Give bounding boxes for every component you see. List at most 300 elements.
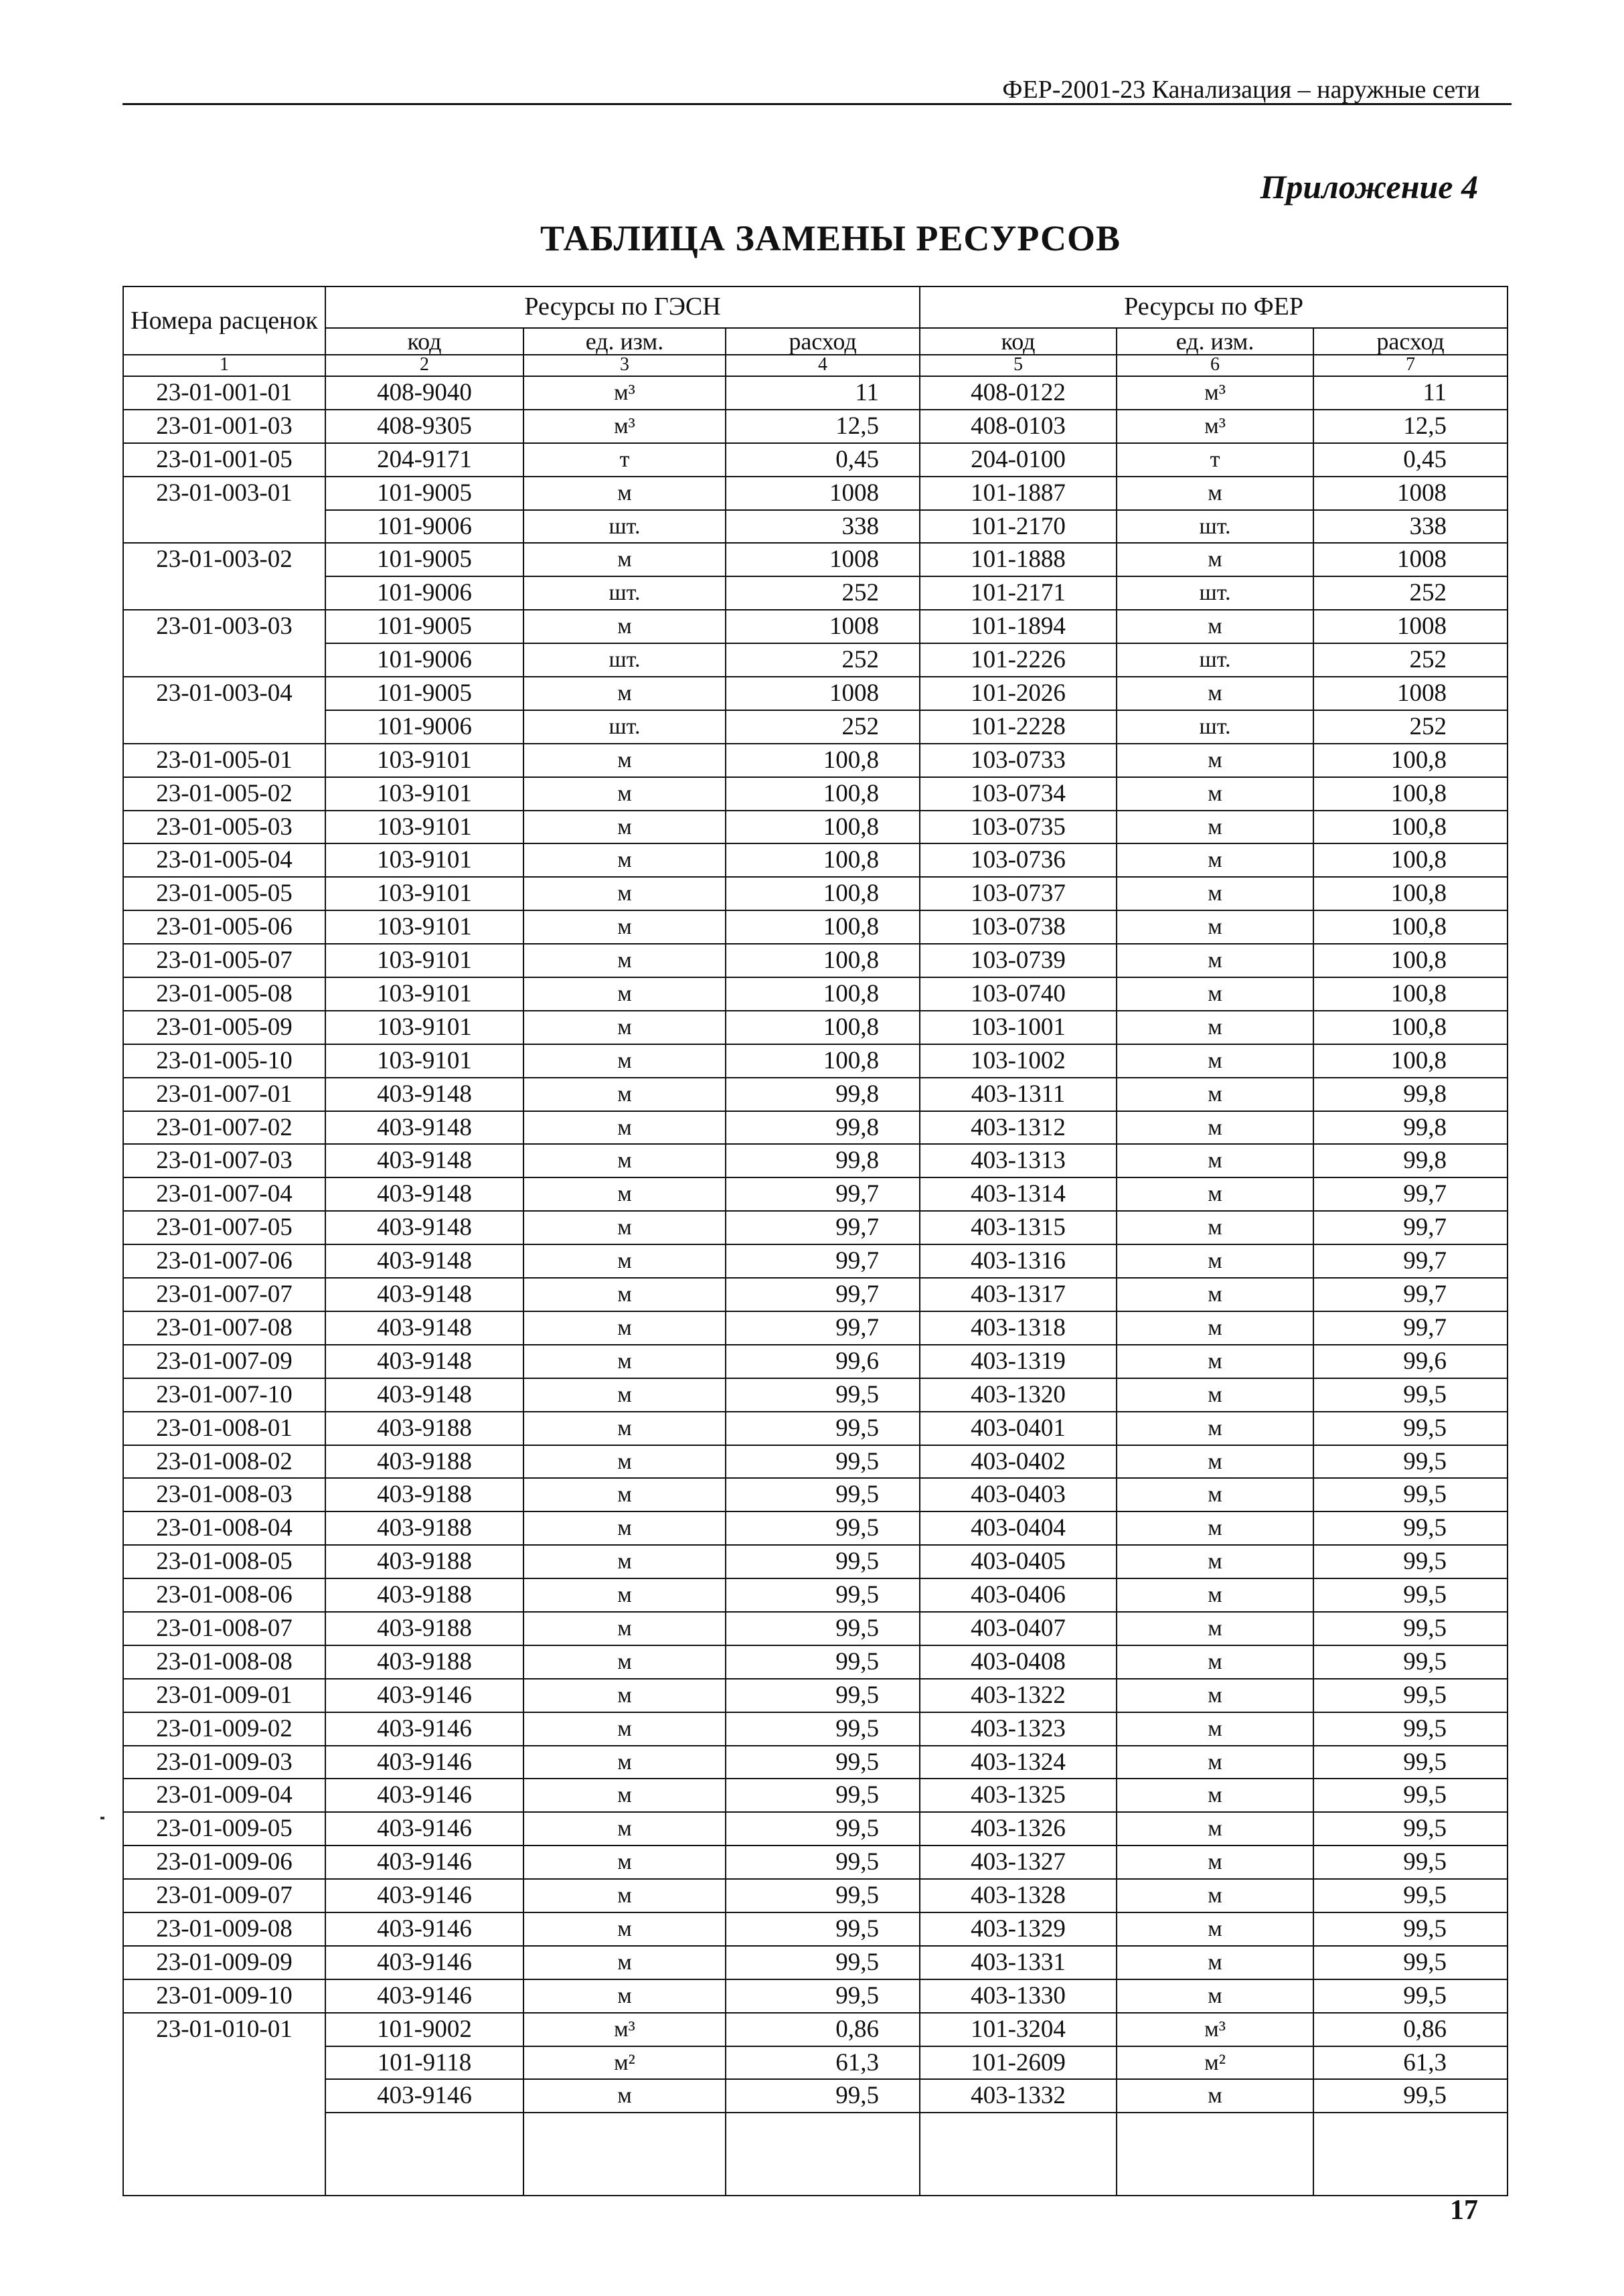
fer-unit: м: [1117, 1278, 1313, 1311]
fer-code: 408-0122: [920, 376, 1117, 410]
gesn-code: 103-9101: [325, 811, 523, 844]
fer-amount: 1008: [1313, 677, 1508, 710]
fer-amount: 99,5: [1313, 1712, 1508, 1746]
table-row: [123, 1712, 1508, 1746]
table-row: [123, 543, 1508, 576]
gesn-amount: 99,6: [726, 1345, 920, 1378]
fer-code: 103-0734: [920, 777, 1117, 811]
gesn-code: 101-9002: [325, 2013, 523, 2046]
table-row: [123, 1746, 1508, 1779]
table-row: [123, 1812, 1508, 1846]
gesn-unit: м: [523, 1345, 726, 1378]
gesn-amount: 100,8: [726, 910, 920, 944]
header-rule: [123, 103, 1512, 105]
fer-amount: 99,5: [1313, 1545, 1508, 1578]
fer-amount: 100,8: [1313, 977, 1508, 1011]
table-row: [123, 1078, 1508, 1111]
table-row: [123, 610, 1508, 643]
fer-amount: 99,5: [1313, 1946, 1508, 1979]
gesn-amount: 99,7: [726, 1177, 920, 1211]
gesn-code: 403-9146: [325, 1712, 523, 1746]
gesn-amount: 100,8: [726, 1011, 920, 1044]
gesn-unit: м: [523, 1278, 726, 1311]
fer-unit: м: [1117, 1545, 1313, 1578]
rate-number: 23-01-005-04: [123, 843, 325, 877]
gesn-code: 101-9005: [325, 610, 523, 643]
fer-unit: м: [1117, 1612, 1313, 1645]
gesn-code: 103-9101: [325, 777, 523, 811]
rate-number: 23-01-007-10: [123, 1378, 325, 1412]
empty-cell: [726, 2113, 920, 2196]
rate-number: 23-01-007-07: [123, 1278, 325, 1311]
resource-replacement-table: [123, 286, 1508, 2196]
header-gesn-amount: расход: [726, 328, 920, 355]
rate-number: 23-01-001-05: [123, 443, 325, 477]
header-rate-numbers: Номера расценок: [123, 286, 325, 355]
table-row: [123, 1779, 1508, 1812]
rate-number: 23-01-008-07: [123, 1612, 325, 1645]
rate-number: 23-01-008-04: [123, 1511, 325, 1545]
fer-unit: м: [1117, 1578, 1313, 1612]
gesn-unit: м³: [523, 410, 726, 443]
header-fer-code: код: [920, 328, 1117, 355]
table-row: [123, 1412, 1508, 1445]
gesn-amount: 100,8: [726, 877, 920, 910]
fer-unit: м: [1117, 1511, 1313, 1545]
gesn-code: 403-9148: [325, 1177, 523, 1211]
gesn-unit: м: [523, 1946, 726, 1979]
fer-code: 403-0403: [920, 1478, 1117, 1511]
gesn-unit: м: [523, 1177, 726, 1211]
gesn-code: 103-9101: [325, 1011, 523, 1044]
fer-code: 103-0736: [920, 843, 1117, 877]
gesn-amount: 100,8: [726, 811, 920, 844]
gesn-amount: 99,8: [726, 1078, 920, 1111]
gesn-amount: 338: [726, 510, 920, 544]
gesn-code: 403-9146: [325, 1779, 523, 1812]
fer-code: 403-1324: [920, 1746, 1117, 1779]
gesn-unit: м: [523, 1244, 726, 1278]
fer-amount: 0,86: [1313, 2013, 1508, 2046]
gesn-code: 101-9005: [325, 677, 523, 710]
page-number: 17: [1450, 2195, 1478, 2226]
fer-amount: 100,8: [1313, 877, 1508, 910]
gesn-amount: 252: [726, 710, 920, 744]
table-row: [123, 1545, 1508, 1578]
fer-amount: 99,5: [1313, 1679, 1508, 1712]
gesn-code: 103-9101: [325, 744, 523, 777]
fer-unit: шт.: [1117, 576, 1313, 610]
gesn-code: 403-9148: [325, 1278, 523, 1311]
gesn-unit: шт.: [523, 643, 726, 677]
gesn-code: 103-9101: [325, 877, 523, 910]
empty-cell: [325, 2113, 523, 2196]
gesn-unit: м: [523, 543, 726, 576]
table-row: [123, 710, 1508, 744]
gesn-amount: 99,5: [726, 1412, 920, 1445]
table-row: [123, 1946, 1508, 1979]
gesn-amount: 252: [726, 643, 920, 677]
gesn-amount: 99,5: [726, 1946, 920, 1979]
empty-cell: [1313, 2113, 1508, 2196]
gesn-unit: м: [523, 1712, 726, 1746]
gesn-amount: 99,5: [726, 2079, 920, 2113]
gesn-amount: 100,8: [726, 777, 920, 811]
fer-amount: 252: [1313, 643, 1508, 677]
gesn-amount: 11: [726, 376, 920, 410]
gesn-unit: м: [523, 1846, 726, 1879]
gesn-amount: 99,5: [726, 1578, 920, 1612]
fer-unit: м: [1117, 1478, 1313, 1511]
fer-unit: м: [1117, 944, 1313, 977]
column-number: 3: [523, 355, 726, 376]
gesn-amount: 99,5: [726, 1912, 920, 1946]
fer-code: 403-0401: [920, 1412, 1117, 1445]
gesn-amount: 99,5: [726, 1545, 920, 1578]
fer-amount: 99,5: [1313, 2079, 1508, 2113]
gesn-unit: м: [523, 1144, 726, 1177]
gesn-unit: м³: [523, 376, 726, 410]
fer-unit: м³: [1117, 2013, 1313, 2046]
table-row: [123, 1144, 1508, 1177]
gesn-amount: 12,5: [726, 410, 920, 443]
fer-unit: м: [1117, 1211, 1313, 1244]
column-number: 4: [726, 355, 920, 376]
fer-amount: 338: [1313, 510, 1508, 544]
fer-amount: 1008: [1313, 543, 1508, 576]
gesn-amount: 99,5: [726, 1712, 920, 1746]
fer-code: 403-1327: [920, 1846, 1117, 1879]
gesn-code: 403-9146: [325, 2079, 523, 2113]
rate-number: 23-01-007-04: [123, 1177, 325, 1211]
fer-unit: м: [1117, 777, 1313, 811]
fer-unit: м: [1117, 677, 1313, 710]
column-number: 1: [123, 355, 325, 376]
gesn-unit: м: [523, 1478, 726, 1511]
fer-code: 103-0738: [920, 910, 1117, 944]
rate-number: 23-01-003-01: [123, 477, 325, 544]
table-row: [123, 977, 1508, 1011]
gesn-unit: м: [523, 1545, 726, 1578]
fer-code: 101-1887: [920, 477, 1117, 510]
gesn-amount: 99,5: [726, 1478, 920, 1511]
fer-code: 101-2228: [920, 710, 1117, 744]
gesn-code: 408-9305: [325, 410, 523, 443]
table-row: [123, 376, 1508, 410]
gesn-code: 403-9188: [325, 1578, 523, 1612]
table-title: ТАБЛИЦА ЗАМЕНЫ РЕСУРСОВ: [540, 218, 1121, 258]
gesn-code: 101-9118: [325, 2046, 523, 2080]
column-number: 2: [325, 355, 523, 376]
rate-number: 23-01-007-02: [123, 1111, 325, 1145]
table-row: [123, 1044, 1508, 1078]
fer-amount: 99,8: [1313, 1111, 1508, 1145]
table-row: [123, 811, 1508, 844]
gesn-unit: м: [523, 811, 726, 844]
table-row: [123, 1912, 1508, 1946]
gesn-unit: м: [523, 877, 726, 910]
table-row: [123, 1345, 1508, 1378]
table-row: [123, 677, 1508, 710]
fer-code: 403-0404: [920, 1511, 1117, 1545]
table-row: [123, 777, 1508, 811]
fer-amount: 99,5: [1313, 1812, 1508, 1846]
gesn-amount: 99,7: [726, 1244, 920, 1278]
fer-code: 403-1331: [920, 1946, 1117, 1979]
rate-number: 23-01-009-04: [123, 1779, 325, 1812]
rate-number: 23-01-005-09: [123, 1011, 325, 1044]
fer-code: 403-0405: [920, 1545, 1117, 1578]
rate-number: 23-01-007-08: [123, 1311, 325, 1345]
header-gesn-code: код: [325, 328, 523, 355]
header-gesn-unit: ед. изм.: [523, 328, 726, 355]
table-row: [123, 1979, 1508, 2013]
rate-number: 23-01-005-07: [123, 944, 325, 977]
fer-code: 403-0407: [920, 1612, 1117, 1645]
empty-cell: [523, 2113, 726, 2196]
table-row: [123, 510, 1508, 544]
table-row: [123, 2046, 1508, 2080]
fer-code: 101-3204: [920, 2013, 1117, 2046]
table-row: [123, 1578, 1508, 1612]
fer-amount: 99,7: [1313, 1177, 1508, 1211]
gesn-code: 403-9188: [325, 1412, 523, 1445]
gesn-code: 103-9101: [325, 910, 523, 944]
gesn-unit: м: [523, 977, 726, 1011]
table-row: [123, 910, 1508, 944]
fer-unit: м: [1117, 1244, 1313, 1278]
table-row: [123, 1846, 1508, 1879]
fer-unit: т: [1117, 443, 1313, 477]
rate-number: 23-01-005-01: [123, 744, 325, 777]
gesn-amount: 99,5: [726, 1812, 920, 1846]
fer-unit: м: [1117, 477, 1313, 510]
fer-code: 103-0739: [920, 944, 1117, 977]
table-row: [123, 1378, 1508, 1412]
gesn-code: 403-9148: [325, 1078, 523, 1111]
gesn-amount: 99,8: [726, 1144, 920, 1177]
gesn-amount: 1008: [726, 543, 920, 576]
fer-amount: 99,5: [1313, 1846, 1508, 1879]
gesn-code: 403-9146: [325, 1979, 523, 2013]
column-number: 5: [920, 355, 1117, 376]
fer-code: 101-1894: [920, 610, 1117, 643]
gesn-code: 403-9146: [325, 1812, 523, 1846]
fer-amount: 12,5: [1313, 410, 1508, 443]
table-row: [123, 744, 1508, 777]
gesn-code: 403-9146: [325, 1746, 523, 1779]
gesn-code: 403-9146: [325, 1879, 523, 1912]
gesn-unit: шт.: [523, 510, 726, 544]
fer-code: 204-0100: [920, 443, 1117, 477]
rate-number: 23-01-009-07: [123, 1879, 325, 1912]
column-number: 7: [1313, 355, 1508, 376]
gesn-code: 403-9188: [325, 1612, 523, 1645]
fer-amount: 99,5: [1313, 1378, 1508, 1412]
gesn-unit: м: [523, 610, 726, 643]
fer-code: 403-1317: [920, 1278, 1117, 1311]
fer-code: 408-0103: [920, 410, 1117, 443]
rate-number: 23-01-005-08: [123, 977, 325, 1011]
gesn-amount: 99,5: [726, 1746, 920, 1779]
fer-code: 403-1328: [920, 1879, 1117, 1912]
gesn-unit: м: [523, 744, 726, 777]
rate-number: 23-01-005-03: [123, 811, 325, 844]
gesn-unit: м: [523, 843, 726, 877]
gesn-amount: 99,7: [726, 1278, 920, 1311]
gesn-amount: 99,5: [726, 1445, 920, 1479]
fer-amount: 99,7: [1313, 1211, 1508, 1244]
fer-unit: м: [1117, 1177, 1313, 1211]
table-row: [123, 1011, 1508, 1044]
fer-code: 403-1322: [920, 1679, 1117, 1712]
fer-unit: м²: [1117, 2046, 1313, 2080]
table-row: [123, 2013, 1508, 2046]
fer-code: 403-0408: [920, 1645, 1117, 1679]
header-fer-unit: ед. изм.: [1117, 328, 1313, 355]
gesn-unit: м: [523, 1378, 726, 1412]
fer-code: 101-1888: [920, 543, 1117, 576]
fer-code: 103-0735: [920, 811, 1117, 844]
gesn-code: 101-9006: [325, 643, 523, 677]
fer-code: 403-0402: [920, 1445, 1117, 1479]
gesn-code: 403-9188: [325, 1478, 523, 1511]
fer-amount: 99,6: [1313, 1345, 1508, 1378]
rate-number: 23-01-001-03: [123, 410, 325, 443]
gesn-unit: м: [523, 1645, 726, 1679]
fer-code: 101-2170: [920, 510, 1117, 544]
fer-unit: м: [1117, 1311, 1313, 1345]
rate-number: 23-01-010-01: [123, 2013, 325, 2196]
fer-amount: 11: [1313, 376, 1508, 410]
gesn-unit: м: [523, 1511, 726, 1545]
fer-unit: м: [1117, 1412, 1313, 1445]
table-row: [123, 2079, 1508, 2113]
fer-unit: шт.: [1117, 710, 1313, 744]
gesn-amount: 100,8: [726, 744, 920, 777]
fer-code: 403-1314: [920, 1177, 1117, 1211]
rate-number: 23-01-003-04: [123, 677, 325, 744]
fer-code: 103-1001: [920, 1011, 1117, 1044]
header-fer-group: Ресурсы по ФЕР: [920, 286, 1508, 328]
fer-code: 403-1329: [920, 1912, 1117, 1946]
gesn-code: 403-9146: [325, 1846, 523, 1879]
fer-unit: м: [1117, 1144, 1313, 1177]
rate-number: 23-01-007-03: [123, 1144, 325, 1177]
gesn-amount: 99,7: [726, 1311, 920, 1345]
fer-unit: м: [1117, 1846, 1313, 1879]
fer-unit: м: [1117, 1078, 1313, 1111]
table-row: [123, 1879, 1508, 1912]
rate-number: 23-01-008-02: [123, 1445, 325, 1479]
gesn-unit: м²: [523, 2046, 726, 2080]
fer-amount: 99,5: [1313, 1645, 1508, 1679]
gesn-amount: 99,5: [726, 1679, 920, 1712]
rate-number: 23-01-007-06: [123, 1244, 325, 1278]
table-row: [123, 1111, 1508, 1145]
gesn-unit: м: [523, 777, 726, 811]
gesn-unit: м: [523, 1445, 726, 1479]
fer-amount: 99,5: [1313, 1478, 1508, 1511]
table-row: [123, 1445, 1508, 1479]
gesn-unit: м: [523, 910, 726, 944]
table-row: [123, 1278, 1508, 1311]
gesn-unit: м: [523, 1211, 726, 1244]
fer-unit: м: [1117, 1679, 1313, 1712]
fer-code: 403-1312: [920, 1111, 1117, 1145]
rate-number: 23-01-005-05: [123, 877, 325, 910]
fer-unit: м: [1117, 1645, 1313, 1679]
gesn-unit: м: [523, 1679, 726, 1712]
gesn-code: 403-9188: [325, 1645, 523, 1679]
fer-code: 403-0406: [920, 1578, 1117, 1612]
table-row: [123, 643, 1508, 677]
gesn-amount: 99,5: [726, 1846, 920, 1879]
fer-unit: м: [1117, 877, 1313, 910]
gesn-amount: 99,5: [726, 1979, 920, 2013]
fer-amount: 99,7: [1313, 1311, 1508, 1345]
gesn-code: 403-9188: [325, 1511, 523, 1545]
fer-amount: 1008: [1313, 610, 1508, 643]
gesn-code: 101-9006: [325, 510, 523, 544]
rate-number: 23-01-005-06: [123, 910, 325, 944]
table-row: [123, 1311, 1508, 1345]
gesn-code: 403-9148: [325, 1378, 523, 1412]
fer-unit: м: [1117, 1345, 1313, 1378]
gesn-code: 403-9188: [325, 1545, 523, 1578]
rate-number: 23-01-008-06: [123, 1578, 325, 1612]
fer-unit: м: [1117, 1946, 1313, 1979]
gesn-amount: 99,5: [726, 1779, 920, 1812]
gesn-code: 403-9148: [325, 1345, 523, 1378]
gesn-amount: 100,8: [726, 977, 920, 1011]
fer-code: 403-1325: [920, 1779, 1117, 1812]
gesn-unit: м: [523, 1578, 726, 1612]
fer-unit: м³: [1117, 410, 1313, 443]
fer-amount: 99,7: [1313, 1278, 1508, 1311]
rate-number: 23-01-009-05: [123, 1812, 325, 1846]
empty-cell: [1117, 2113, 1313, 2196]
fer-unit: м: [1117, 1011, 1313, 1044]
fer-amount: 0,45: [1313, 443, 1508, 477]
gesn-unit: м: [523, 1879, 726, 1912]
running-header: ФЕР-2001-23 Канализация – наружные сети: [1002, 76, 1480, 104]
gesn-unit: т: [523, 443, 726, 477]
table-row: [123, 877, 1508, 910]
header-gesn-group: Ресурсы по ГЭСН: [325, 286, 920, 328]
fer-code: 101-2026: [920, 677, 1117, 710]
gesn-amount: 252: [726, 576, 920, 610]
fer-code: 403-1316: [920, 1244, 1117, 1278]
fer-amount: 252: [1313, 710, 1508, 744]
fer-amount: 100,8: [1313, 1044, 1508, 1078]
gesn-code: 403-9146: [325, 1679, 523, 1712]
fer-unit: м: [1117, 610, 1313, 643]
gesn-code: 103-9101: [325, 944, 523, 977]
fer-amount: 100,8: [1313, 910, 1508, 944]
rate-number: 23-01-003-03: [123, 610, 325, 677]
fer-unit: м: [1117, 1746, 1313, 1779]
fer-unit: м: [1117, 843, 1313, 877]
fer-code: 101-2609: [920, 2046, 1117, 2080]
rate-number: 23-01-007-01: [123, 1078, 325, 1111]
fer-code: 403-1332: [920, 2079, 1117, 2113]
fer-unit: м: [1117, 1779, 1313, 1812]
rate-number: 23-01-008-03: [123, 1478, 325, 1511]
gesn-unit: м: [523, 1979, 726, 2013]
gesn-amount: 100,8: [726, 944, 920, 977]
table-row: [123, 477, 1508, 510]
